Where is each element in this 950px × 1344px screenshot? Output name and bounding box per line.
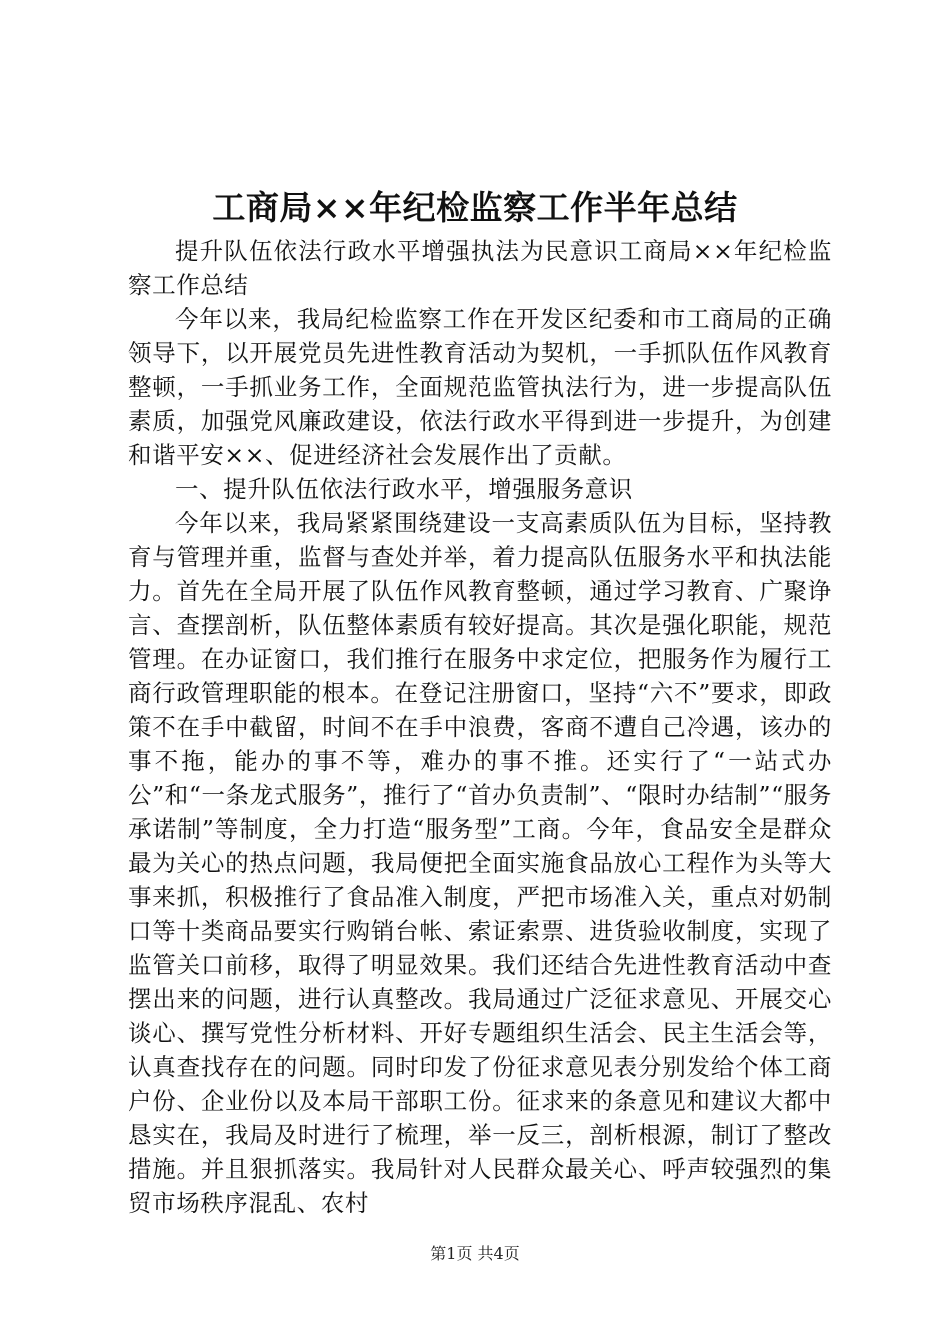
section-heading: 一、提升队伍依法行政水平，增强服务意识 — [175, 475, 633, 503]
document-title: 工商局××年纪检监察工作半年总结 — [212, 188, 738, 227]
intro-paragraph: 今年以来，我局纪检监察工作在开发区纪委和市工商局的正确领导下，以开展党员先进性教育活动为契机，一手抓队伍作风教育整顿，一手抓业务工作，全面规范监管执法行为，进一步提高队伍素质，加强党风廉政建设，依法行政水平得到进一步提升，为创建和谐平安××、促进经济社会发展作出了贡献。 — [128, 305, 832, 469]
page-number-footer: 第1页 共4页 — [430, 1244, 520, 1263]
section-paragraph: 今年以来，我局紧紧围绕建设一支高素质队伍为目标，坚持教育与管理并重，监督与查处并举，着力提高队伍服务水平和执法能力。首先在全局开展了队伍作风教育整顿，通过学习教育、广聚诤言、查摆剖析，队伍整体素质有较好提高。其次是强化职能，规范管理。在办证窗口，我们推行在服务中求定位，把服务作为履行工商行政管理职能的根本。在登记注册窗口，坚持“六不”要求，即政策不在手中截留，时间不在手中浪费，客商不遭自己冷遇，该办的事不拖，能办的事不等，难办的事不推。还实行了“一站式办公”和“一条龙式服务”，推行了“首办负责制”、“限时办结制”“服务承诺制”等制度，全力打造“服务型”工商。今年，食品安全是群众最为关心的热点问题，我局便把全面实施食品放心工程作为头等大事来抓，积极推行了食品准入制度，严把市场准入关，重点对奶制口等十类商品要实行购销台帐、索证索票、进货验收制度，实现了监管关口前移，取得了明显效果。我们还结合先进性教育活动中查摆出来的问题，进行认真整改。我局通过广泛征求意见、开展交心谈心、撰写党性分析材料、开好专题组织生活会、民主生活会等，认真查找存在的问题。同时印发了份征求意见表分别发给个体工商户份、企业份以及本局干部职工份。征求来的条意见和建议大都中恳实在，我局及时进行了梳理，举一反三，剖析根源，制订了整改措施。并且狠抓落实。我局针对人民群众最关心、呼声较强烈的集贸市场秩序混乱、农村 — [128, 509, 832, 1217]
document-body — [128, 234, 832, 1220]
subtitle-paragraph: 提升队伍依法行政水平增强执法为民意识工商局××年纪检监察工作总结 — [128, 237, 832, 299]
